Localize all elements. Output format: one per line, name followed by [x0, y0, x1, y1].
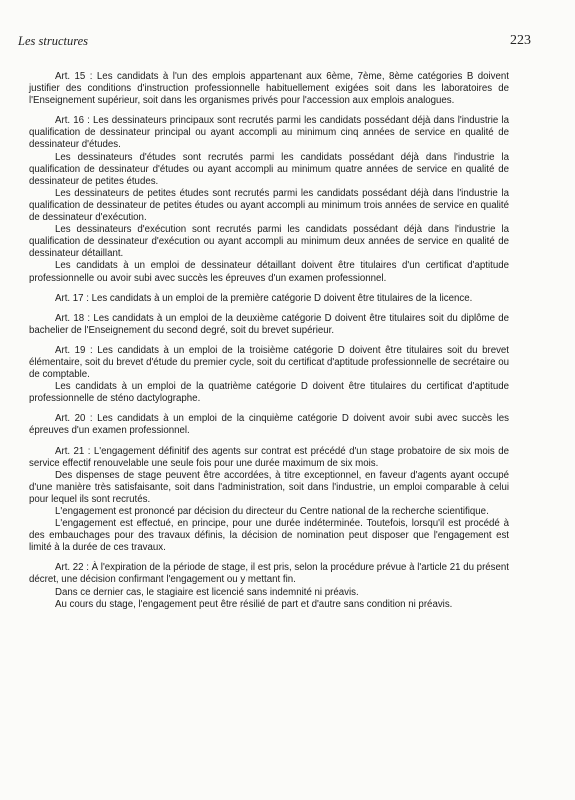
- article-18: [29, 313, 509, 337]
- paragraph: Art. 20 : Les candidats à un emploi de la cinquième catégorie D doivent avoir subi avec succès les épreuves d'un examen professionnel.: [29, 413, 509, 437]
- article-17: [29, 293, 509, 305]
- paragraph: Art. 16 : Les dessinateurs principaux sont recrutés parmi les candidats possédant déjà dans l'industrie la qualification de dessinateur principal ou ayant accompli au minimum cinq années de service en qualité de dessinateur d'études.: [29, 115, 509, 151]
- paragraph: Les dessinateurs d'exécution sont recrutés parmi les candidats possédant déjà dans l'industrie la qualification de dessinateur d'exécution ou ayant accompli au minimum deux années de service en qualité de dessinateur détaillant.: [29, 224, 509, 260]
- paragraph: Des dispenses de stage peuvent être accordées, à titre exceptionnel, en faveur d'agents ayant occupé d'une manière très satisfaisante, soit dans l'administration, soit dans l'industrie, un emploi comparable à celui pour lequel ils sont recrutés.: [29, 469, 509, 505]
- paragraph: Les candidats à un emploi de dessinateur détaillant doivent être titulaires d'un certificat d'aptitude professionnelle ou avoir subi avec succès les épreuves d'un examen professionnel.: [29, 260, 509, 284]
- paragraph: Art. 19 : Les candidats à un emploi de la troisième catégorie D doivent être titulaires soit du brevet élémentaire, soit du brevet d'étude du premier cycle, soit du certificat d'aptitude professionnelle de secrétaire ou de comptable.: [29, 344, 509, 381]
- paragraph: Art. 15 : Les candidats à l'un des emplois appartenant aux 6ème, 7ème, 8ème catégories B doivent justifier des conditions d'instruction professionnelle habituellement exigées soit dans les laboratoires de l'Enseignement supérieur, soit dans les organismes privés pour l'accession aux emplois analogues.: [29, 71, 509, 107]
- paragraph: Art. 21 : L'engagement définitif des agents sur contrat est précédé d'un stage probatoire de six mois de service effectif renouvelable une seule fois pour une durée maximum de six mois.: [29, 445, 509, 469]
- paragraph: Dans ce dernier cas, le stagiaire est licencié sans indemnité ni préavis.: [55, 586, 359, 598]
- running-head: Les structures: [18, 34, 89, 48]
- paragraph: Art. 22 : À l'expiration de la période de stage, il est pris, selon la procédure prévue à l'article 21 du présent décret, une décision confirmant l'engagement ou y mettant fin.: [29, 562, 509, 586]
- body-text: [29, 71, 509, 617]
- article-22: [29, 562, 509, 610]
- article-16: [29, 115, 509, 284]
- paragraph: Au cours du stage, l'engagement peut être résilié de part et d'autre sans condition ni préavis.: [55, 598, 453, 610]
- article-21: [29, 446, 509, 555]
- article-19: [29, 345, 509, 405]
- article-20: [29, 413, 509, 437]
- paragraph: Les dessinateurs d'études sont recrutés parmi les candidats possédant déjà dans l'industrie la qualification de dessinateur d'études ou ayant accompli au minimum quatre années de service en qualité de dessinateur de petites études.: [29, 151, 509, 187]
- paragraph: L'engagement est effectué, en principe, pour une durée indéterminée. Toutefois, lorsqu'il est procédé à des embauchages pour des travaux définis, la décision de nomination peut disposer que l'engagement est limité à la durée de ces travaux.: [29, 518, 509, 554]
- article-15: [29, 71, 509, 107]
- paragraph: Art. 18 : Les candidats à un emploi de la deuxième catégorie D doivent être titulaires soit du diplôme de bachelier de l'Enseignement du second degré, soit du brevet supérieur.: [29, 312, 509, 336]
- paragraph: Art. 17 : Les candidats à un emploi de la première catégorie D doivent être titulaires de la licence.: [55, 292, 473, 304]
- paragraph: Les dessinateurs de petites études sont recrutés parmi les candidats possédant déjà dans l'industrie la qualification de dessinateur de petites études ou ayant accompli au minimum trois années de service en qualité de dessinateur d'exécution.: [29, 187, 509, 224]
- page-number: 223: [510, 33, 531, 48]
- paragraph: Les candidats à un emploi de la quatrième catégorie D doivent être titulaires du certificat d'aptitude professionnelle de sténo dactylographe.: [29, 381, 509, 405]
- paragraph: L'engagement est prononcé par décision du directeur du Centre national de la recherche scientifique.: [55, 506, 489, 517]
